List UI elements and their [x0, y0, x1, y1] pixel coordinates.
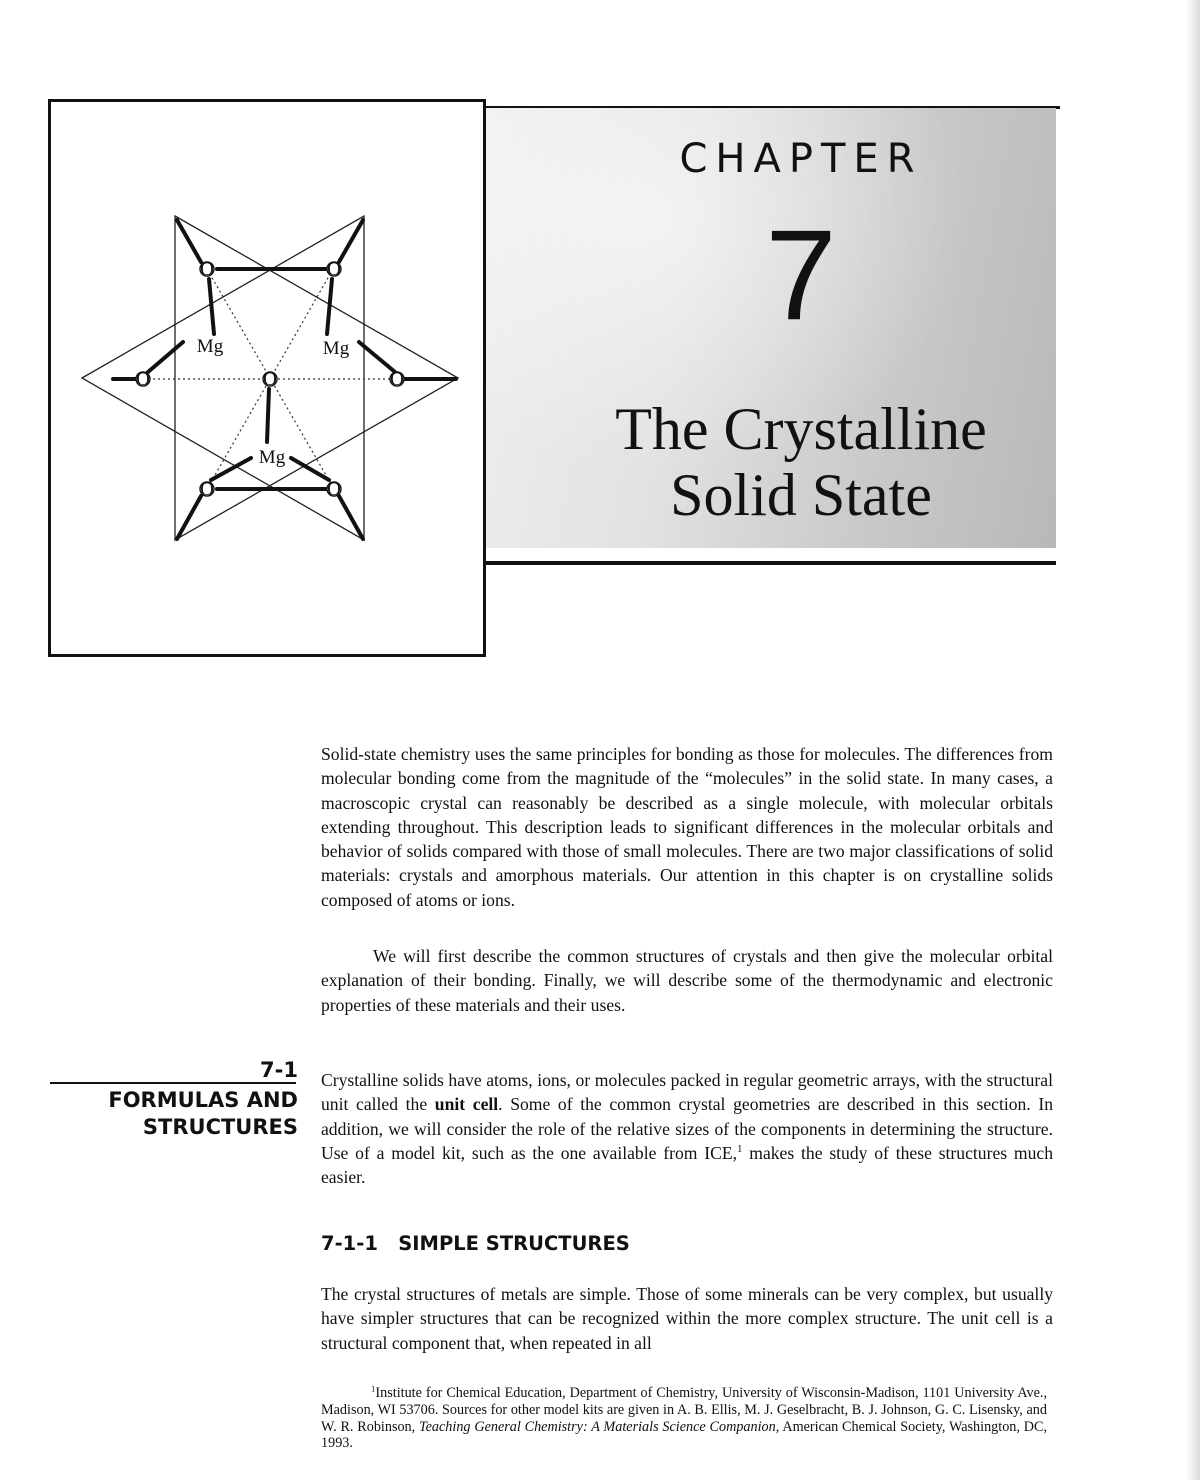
- footnote: [321, 1385, 1047, 1452]
- section-number: 7-1: [260, 1058, 298, 1082]
- subsection-paragraph: The crystal structures of metals are simple. Those of some minerals can be very complex, but usually have simpler structures that can be recognized within the more complex structure. The unit cell is a structural component that, when repeated in all: [321, 1284, 1053, 1353]
- chapter-label: CHAPTER: [679, 136, 923, 182]
- molecule-figure: [48, 99, 486, 657]
- section-text: . Some of the common crystal geometries are described in this section. In addition, we will consider the role of the relative sizes of the components in determining the structure. Use of a model kit, such as the one available from ICE,: [321, 1094, 1054, 1163]
- footnote-text: Institute for Chemical Education, Department of Chemistry, University of Wisconsin-Madison, 1101 University Ave., Madison, WI 53706. Sources for other model kits are given in A. B. Ellis, M. J. Geselbracht, B. J. Johnson, G. C. Lisensky, and W. R. Robinson,: [321, 1385, 1047, 1435]
- magnesium-label: Mg: [196, 336, 224, 357]
- header-bottom-rule: [486, 561, 1056, 565]
- term-unit-cell: unit cell: [434, 1094, 499, 1115]
- magnesium-labels: [197, 336, 350, 468]
- section-rule: [50, 1082, 296, 1084]
- oxygen-label: O: [327, 479, 341, 500]
- footnote-marker: 1: [371, 1383, 376, 1394]
- footnote-book-title: Teaching General Chemistry: A Materials Science Companion: [419, 1418, 776, 1435]
- page-edge-shadow: [1186, 0, 1200, 1480]
- subsection-heading: [321, 1232, 630, 1255]
- section-title: [50, 1087, 298, 1141]
- magnesium-label: Mg: [258, 447, 286, 468]
- oxygen-label: O: [390, 369, 404, 390]
- mg-o-star-diagram: [51, 102, 483, 654]
- oxygen-label: O: [263, 369, 277, 390]
- chapter-header: [486, 108, 1056, 548]
- oxygen-label: O: [200, 259, 214, 280]
- footnote-reference: 1: [736, 1143, 743, 1156]
- oxygen-label: O: [327, 259, 341, 280]
- intro-paragraph: Solid-state chemistry uses the same principles for bonding as those for molecules. The differences from molecular bonding come from the magnitude of the “molecules” in the solid state. In many cases, a macroscopic crystal can reasonably be described as a single molecule, with molecular orbitals extending throughout. This description leads to significant differences in the molecular orbitals and behavior of solids compared with those of small molecules. There are two major classifications of solid materials: crystals and amorphous materials. Our attention in this chapter is on crystalline solids composed of atoms or ions.: [321, 744, 1053, 910]
- oxygen-label: O: [200, 479, 214, 500]
- oxygen-label: O: [136, 369, 150, 390]
- intro-paragraph: We will first describe the common structures of crystals and then give the molecular orbital explanation of their bonding. Finally, we will describe some of the thermodynamic and electronic properties of these materials and their uses.: [321, 946, 1053, 1015]
- chapter-number: 7: [765, 204, 837, 347]
- chapter-title: [486, 396, 1056, 528]
- magnesium-label: Mg: [322, 338, 350, 359]
- section-text: Crystalline solids have atoms, ions, or molecules packed in regular geometric arrays, with the structural unit called the: [321, 1070, 1053, 1115]
- footnote-text: , American Chemical Society, Washington, DC, 1993.: [321, 1418, 1047, 1452]
- chapter-title-line: Solid State: [670, 462, 932, 528]
- section-paragraph: [321, 1068, 1053, 1189]
- chapter-title-line: The Crystalline: [615, 396, 987, 462]
- section-title-line: STRUCTURES: [142, 1115, 298, 1139]
- subsection-heading-text: 7-1-1 SIMPLE STRUCTURES: [321, 1232, 630, 1255]
- section-title-line: FORMULAS AND: [108, 1088, 298, 1112]
- section-text: makes the study of these structures much easier.: [321, 1142, 1054, 1188]
